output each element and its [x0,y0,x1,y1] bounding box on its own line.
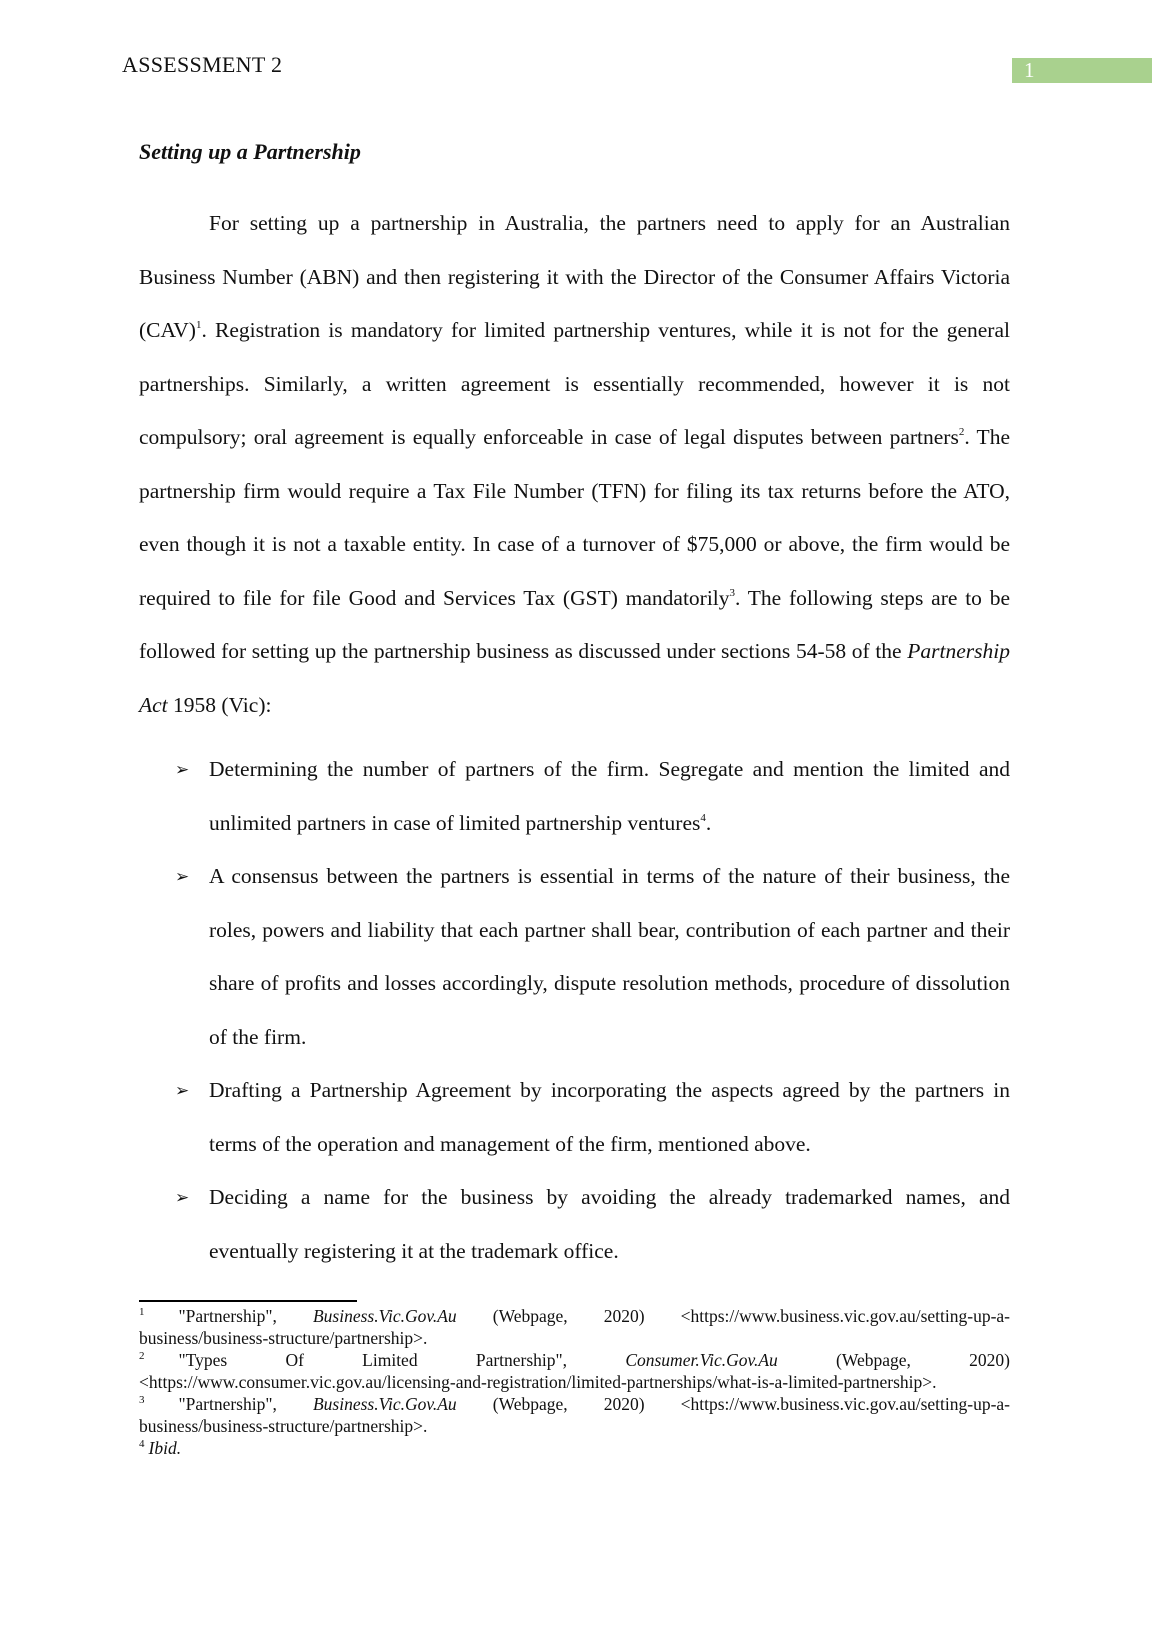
intro-text-1: For setting up a partnership in Australia, the partners need to apply for an Australian Business Number (ABN) and then registering it with the Director of the Consumer Affairs Victoria (CAV) [139,211,1010,342]
page-number: 1 [1024,58,1035,82]
footnote-number: 3 [139,1394,145,1406]
footnote-ref-4[interactable]: 4 [700,811,706,824]
footnote-number: 2 [139,1350,145,1362]
intro-text-4: . The following steps are to be followed for setting up the partnership business as discussed under sections 54-58 of the [139,585,1010,663]
arrow-bullet-icon: ➢ [175,1188,190,1207]
footnote-citation: (Webpage, 2020) <https://www.business.vic.gov.au/setting-up-a-business/business-structure/partnership>. [139,1306,1011,1348]
intro-text-3: . The partnership firm would require a Tax File Number (TFN) for filing its tax returns before the ATO, even though it is not a taxable entity. In case of a turnover of $75,000 or above, the firm would be required to file for file Good and Services Tax (GST) mandatorily [139,425,1010,610]
footnote-source: Ibid. [148,1438,182,1458]
step-text: A consensus between the partners is essential in terms of the nature of their business, the roles, powers and liability that each partner shall bear, contribution of each partner and their share of profits and losses accordingly, dispute resolution methods, procedure of dissolution of the firm. [209,864,1010,1049]
intro-text-5: 1958 (Vic): [167,692,272,717]
footnote-citation: (Webpage, 2020) <https://www.business.vic.gov.au/setting-up-a-business/business-structure/partnership>. [139,1394,1011,1436]
arrow-bullet-icon: ➢ [175,760,190,779]
step-text: Determining the number of partners of the firm. Segregate and mention the limited and unlimited partners in case of limited partnership ventures [209,757,1010,835]
footnote [139,1349,1010,1393]
list-item [139,1064,1010,1171]
step-end: . [705,810,712,835]
footnote-citation: (Webpage, 2020) <https://www.consumer.vic.gov.au/licensing-and-registration/limited-partnerships/what-is-a-limited-partnership>. [139,1350,1010,1392]
footnote [139,1305,1010,1349]
step-text: Deciding a name for the business by avoiding the already trademarked names, and eventually registering it at the trademark office. [209,1185,1010,1263]
footnote-number: 4 [139,1438,145,1450]
footnote-number: 1 [139,1306,145,1318]
section-heading: Setting up a Partnership [139,139,361,164]
footnote-ref-2[interactable]: 2 [958,426,965,438]
arrow-bullet-icon: ➢ [175,867,190,886]
intro-paragraph [139,197,1010,732]
footnote-title: "Partnership", [178,1394,313,1414]
step-text: Drafting a Partnership Agreement by incorporating the aspects agreed by the partners in terms of the operation and management of the firm, mentioned above. [209,1078,1010,1156]
footnote-ref-3[interactable]: 3 [729,586,736,599]
header-title: ASSESSMENT 2 [122,52,283,77]
intro-text-2: . Registration is mandatory for limited partnership ventures, while it is not for the general partnerships. Similarly, a written agreement is essentially recommended, however it is not compulsory; oral agreement is equally enforceable in case of legal disputes between partners [139,318,1010,449]
steps-list [139,743,1010,1278]
footnote-source: Business.Vic.Gov.Au [312,1306,457,1326]
footnote [139,1437,1010,1459]
list-item [139,743,1010,850]
list-item [139,1171,1010,1278]
footnote-title: "Partnership", [178,1306,313,1326]
page-number-bar [1012,58,1152,83]
footnote-source: Business.Vic.Gov.Au [312,1394,457,1414]
footnote-source: Consumer.Vic.Gov.Au [625,1350,778,1370]
act-name: Partnership Act [139,639,1010,717]
arrow-bullet-icon: ➢ [175,1081,190,1100]
footnote [139,1393,1010,1437]
list-item [139,850,1010,1064]
footnote-title: "Types Of Limited Partnership", [178,1350,626,1370]
footnote-ref-1[interactable]: 1 [195,319,202,331]
footnotes [139,1305,1010,1459]
footnote-separator [139,1300,357,1302]
